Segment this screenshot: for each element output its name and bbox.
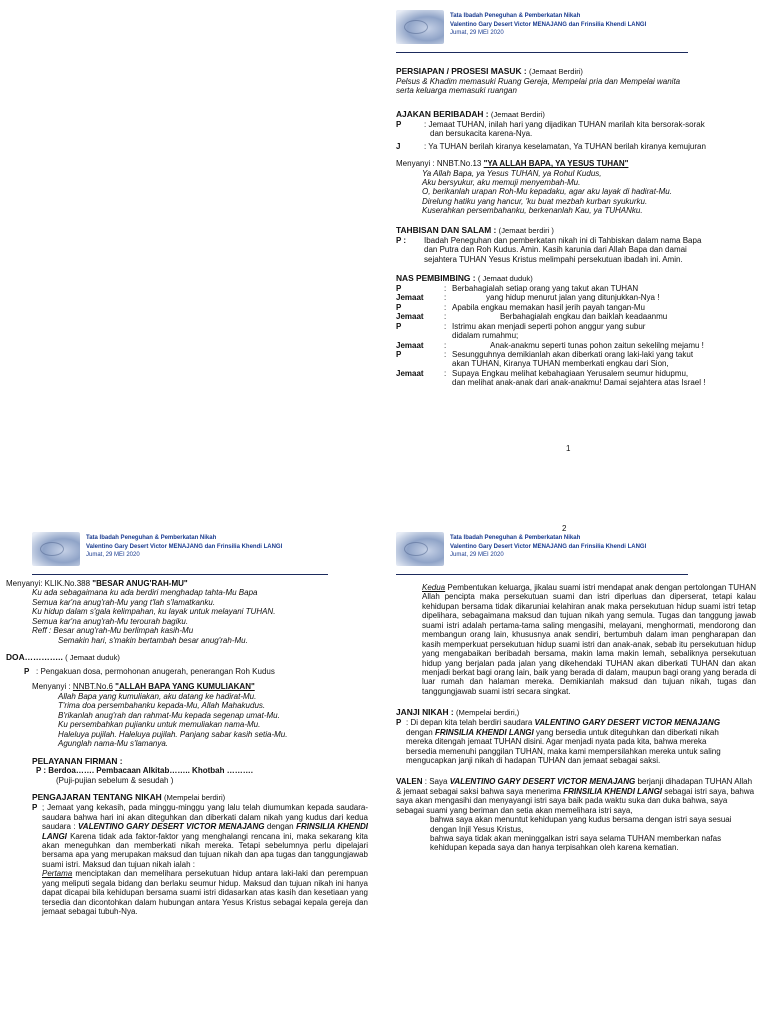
nas-text: Sesungguhnya demikianlah akan diberkati orang laki-laki yang takut <box>452 350 694 359</box>
section-pelayanan: PELAYANAN FIRMAN : <box>32 755 123 766</box>
header-title: Tata Ibadah Peneguhan & Pemberkatan Nikah <box>86 535 217 541</box>
nas-text: Supaya Engkau melihat kebahagiaan Yerusalem seumur hidupmu, <box>452 368 689 378</box>
section-doa: DOA………….. ( Jemaat duduk) <box>6 652 120 663</box>
page-number: 1 <box>566 444 571 453</box>
nas-responsive-list <box>396 284 766 388</box>
page-header <box>32 530 328 575</box>
page-number: 2 <box>562 524 567 533</box>
ajakan-j-row: J : Ya TUHAN berilah kiranya keselamatan, Ya TUHAN berilah kiranya kemujuran <box>396 141 706 151</box>
nas-speaker: Jemaat <box>396 293 424 303</box>
pelayanan-line: P : Berdoa……. Pembacaan Alkitab…….. Khotbah ………. <box>36 766 253 776</box>
persiapan-text: Pelsus & Khadim memasuki Ruang Gereja, Mempelai pria dan Mempelai wanita <box>396 76 681 86</box>
section-janji: JANJI NIKAH : (Mempelai berdiri,) <box>396 707 520 718</box>
document-page-1 <box>396 8 766 453</box>
nas-row <box>396 331 766 340</box>
nas-row: P : Istrimu akan menjadi seperti pohon anggur yang subur <box>396 321 646 331</box>
nas-speaker <box>396 378 444 387</box>
nas-text: Istrimu akan menjadi seperti pohon anggur yang subur <box>452 321 646 331</box>
doa-row: P : Pengakuan dosa, permohonan anugerah, penerangan Roh Kudus <box>24 667 275 677</box>
header-title: Tata Ibadah Peneguhan & Pemberkatan Nikah <box>450 535 581 541</box>
page-header <box>396 8 688 53</box>
section-ajakan: AJAKAN BERIBADAH : (Jemaat Berdiri) <box>396 108 545 119</box>
kedua-paragraph: Kedua Pembentukan keluarga, jikalau suami istri mendapat anak dengan pertolongan TUHAN Allah pencipta maka persekutuan suami dan istri diperluas dan diperserat, tetapi kalau kehidupan bersama tidak dikaruniai kelahiran anak maka persekutuan hidup suami istri tetap dipelihara, sebagaimana maksud dan tujuan nikah yang semula. Tugas dan tanggung jawab suami istri adalah pertama-tama saling mengasihi, melayani, menghormati, mendorong dan membangun orang lain, khususnya anak sendiri, bertumbuh dalam iman pengharapan dan kasih memperkuat persekutuan hidup suami istri dan anak-anak, sebab itu persekutuan hidup yang mengabaikan beribadah bersama, makin lama makin lemah, sebaliknya persekutuan hidup yang berjalan pada jalan yang dikehendaki TUHAN akan diberkati TUHAN dan akan menjadi berkat bagi orang lain, baik yang berada di dalam, maupun bagi orang yang berada di luar rumah dan halaman mereka. Demikianlah maksud dan tujuan nikah, tugas dan tanggungjawab suami istri secara singkat. <box>422 583 757 696</box>
document-page-2 <box>6 530 376 917</box>
menyanyi2-line: Menyanyi : NNBT.No.6 "ALLAH BAPA YANG KUMULIAKAN" <box>32 682 255 692</box>
nas-row: Jemaat : yang hidup menurut jalan yang ditunjukkan-Nya ! <box>396 293 660 303</box>
header-date: Jumat, 29 MEI 2020 <box>86 552 140 559</box>
nas-row: Jemaat : Berbahagialah engkau dan baiklah keadaanmu <box>396 312 668 322</box>
document-page-3 <box>396 524 766 853</box>
nas-row: P : Sesungguhnya demikianlah akan diberkati orang laki-laki yang takut <box>396 350 694 359</box>
page-header <box>396 530 688 575</box>
nas-speaker: P <box>396 350 402 359</box>
header-couple: Valentino Gary Desert Victor MENAJANG dan Frinsilia Khendi LANGI <box>450 21 647 28</box>
nas-row: P : Berbahagialah setiap orang yang takut akan TUHAN <box>396 283 639 293</box>
menyanyi-line: Menyanyi: KLIK.No.388 "BESAR ANUG'RAH-MU" <box>6 579 188 588</box>
ajakan-p-cont: dan bersukacita karena-Nya. <box>430 129 533 139</box>
header-date: Jumat, 29 MEI 2020 <box>450 30 504 37</box>
ajakan-p-row: P : Jemaat TUHAN, inilah hari yang dijadikan TUHAN marilah kita bersorak-sorak <box>396 119 705 129</box>
menyanyi-line: Menyanyi : NNBT.No.13 "YA ALLAH BAPA, YA YESUS TUHAN" <box>396 159 629 169</box>
header-couple: Valentino Gary Desert Victor MENAJANG dan Frinsilia Khendi LANGI <box>86 543 283 550</box>
section-persiapan: PERSIAPAN / PROSESI MASUK : (Jemaat Berdiri) <box>396 66 583 76</box>
church-logo-icon <box>396 10 444 44</box>
nas-text: yang hidup menurut jalan yang ditunjukkan-Nya ! <box>486 293 660 303</box>
tahbisan-body: P : Ibadah Peneguhan dan pemberkatan nikah ini di Tahbiskan dalam nama Bapa dan Putra dan Roh Kudus. Amin. Kasih karunia dari Allah Bapa dan damai sejahtera TUHAN Yesus Kristus melimpahi persekutuan ibadah ini. Amin. <box>396 235 702 264</box>
pelayanan-note: (Puji-pujian sebelum & sesudah ) <box>56 775 174 785</box>
nas-speaker: Jemaat <box>396 312 424 322</box>
nas-text: akan TUHAN, Kiranya TUHAN memberkati engkau dari Sion, <box>452 359 669 369</box>
church-logo-icon <box>396 532 444 566</box>
church-logo-icon <box>32 532 80 566</box>
section-tahbisan: TAHBISAN DAN SALAM : (Jemaat berdiri ) <box>396 224 554 235</box>
janji-body: P : Di depan kita telah berdiri saudara VALENTINO GARY DESERT VICTOR MENAJANG dengan FRINSILIA KHENDI LANGI yang bersedia untuk diteguhkan dan diberkati nikah mereka ditengah jemaat TUHAN disini. Agar menjadi nyata pada kita, bahwa mereka bersedia memenuhi panggilan TUHAN, maka kami mempersilahkan mereka untuk saling mengucapkan janji nikah di hadapan TUHAN dan jemaat sebagai saksi. <box>396 718 721 765</box>
nas-row: Jemaat : Anak-anakmu seperti tunas pohon zaitun sekelilng mejamu ! <box>396 340 704 350</box>
header-couple: Valentino Gary Desert Victor MENAJANG dan Frinsilia Khendi LANGI <box>450 543 647 550</box>
nas-text: Anak-anakmu seperti tunas pohon zaitun sekelilng mejamu ! <box>490 340 704 350</box>
nas-text: dan melihat anak-anak dari anak-anakmu! Damai sejahtera atas Israel ! <box>452 378 706 388</box>
section-pengajaran: PENGAJARAN TENTANG NIKAH (Mempelai berdiri) <box>32 792 226 803</box>
persiapan-text-2: serta keluarga memasuki ruangan <box>396 86 517 96</box>
nas-speaker: P <box>396 302 402 312</box>
pengajaran-body: P ; Jemaat yang kekasih, pada minggu-minggu yang lalu telah diumumkan kepada saudara-saudara bahwa hari ini akan diteguhkan dan diberkati dalam nikah yang kudus dari kedua saudara : VALENTINO GARY DESERT VICTOR MENAJANG dengan FRINSILIA KHENDI LANGI Karena tidak ada faktor-faktor yang menghalangi rencana ini, maka sekarang kita akan meneguhkan dan memberkati nikah mereka. Tetapi sebelumnya perlu dipelajari bersama apa yang merupakan maksud dan tujuan nikah dan apa tugas dan tanggungjawab suami istri. Maksud dan tujuan nikah ialah : Pertama menciptakan dan memelihara persekutuan hidup antara laki-laki dan perempuan yang meliputi segala bidang dan berlaku seumur hidup. Maksud dan tujuan nikah ini hanya dapat dicapai bila kehidupan bersama suami istri didasarkan atas kasih dan kesetiaan yang tersedia dan dicontohkan dalam hubungan antara Yesus Kristus sebagai kepala gereja dan jemaat sebagai tubuh-Nya. <box>32 803 368 917</box>
nas-speaker: P <box>396 283 402 293</box>
nas-text: Berbahagialah engkau dan baiklah keadaanmu <box>500 312 668 322</box>
nas-row: Jemaat : Supaya Engkau melihat kebahagiaan Yerusalem seumur hidupmu, <box>396 368 689 378</box>
nas-text: Apabila engkau memakan hasil jerih payah tangan-Mu <box>452 302 646 312</box>
nas-text: didalam rumahmu; <box>452 331 519 341</box>
nas-row <box>396 359 766 368</box>
hymn-lyrics: Ya Allah Bapa, ya Yesus TUHAN, ya Rohul Kudus, Aku bersyukur, aku memuji menyembah-Mu. O, berikanlah urapan Roh-Mu kepadaku, agar aku layak di hadirat-Mu. Direlung hatiku yang hancur, 'ku buat mezbah kurban syukurku. Kuserahkan persembahanku, berkenanlah Kau, ya TUHANku. <box>422 168 672 216</box>
header-date: Jumat, 29 MEI 2020 <box>450 552 504 559</box>
nas-row <box>396 378 766 387</box>
nas-speaker: Jemaat <box>396 340 424 350</box>
nas-text: Berbahagialah setiap orang yang takut akan TUHAN <box>452 283 639 293</box>
section-nas: NAS PEMBIMBING : ( Jemaat duduk) <box>396 272 533 283</box>
nas-speaker <box>396 331 444 340</box>
hymn-lyrics: Ku ada sebagaimana ku ada berdiri menghadap tahta-Mu Bapa Semua kar'na anug'rah-Mu yang t'lah s'lamatkanku. Ku hidup dalam s'gala kelimpahan, ku layak untuk melayani TUHAN. Semua kar'na anug'rah-Mu terourah bagiku. Reff : Besar anug'rah-Mu berlimpah kasih-Mu Semakin hari, s'makin bertambah besar anug'rah-Mu. <box>32 588 276 645</box>
nas-row: P : Apabila engkau memakan hasil jerih payah tangan-Mu <box>396 302 646 312</box>
nas-speaker: Jemaat <box>396 368 424 378</box>
nas-speaker: P <box>396 321 402 331</box>
valen-vow: VALEN : Saya VALENTINO GARY DESERT VICTOR MENAJANG berjanji dihadapan TUHAN Allah & jemaat sebagai saksi bahwa saya menerima FRINSILIA KHENDI LANGI sebagai istri saya, bahwa saya akan mengasihi dan menyayangi istri saya baik pada waktu suka dan duka bahwa, saya sebagai suami yang beriman dan setia akan memelihara istri saya, bahwa saya akan menuntut kehidupan yang kudus bersama dengan istri saya sesuai dengan Injil Yesus Kristus, bahwa saya tidak akan meninggalkan istri saya selama TUHAN memberkan nafas kehidupan kepada saya dan hanya terpisahkan oleh karena kematian. <box>396 777 755 853</box>
hymn2-lyrics: Allah Bapa yang kumuliakan, aku datang ke hadirat-Mu. T'rima doa persembahanku kepada-Mu, Allah Mahakudus. B'rikanlah anug'rah dan rahmat-Mu kepada segenap umat-Mu. Ku persembahkan pujianku untuk memuliakan nama-Mu. Haleluya pujilah. Haleluya pujilah. Panjang sabar kasih setia-Mu. Agunglah nama-Mu s'lamanya. <box>58 691 288 749</box>
header-title: Tata Ibadah Peneguhan & Pemberkatan Nikah <box>450 13 581 19</box>
nas-speaker <box>396 359 444 368</box>
